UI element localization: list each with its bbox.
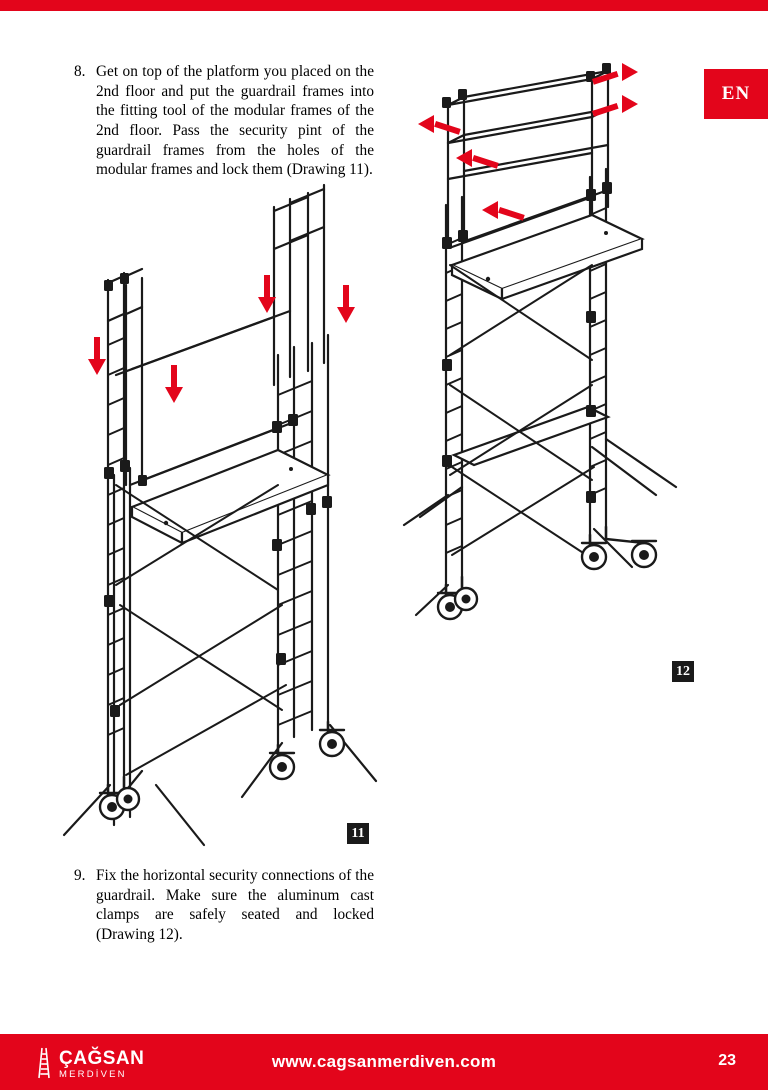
step-9-number: 9. xyxy=(74,867,86,884)
figure-12-drawing xyxy=(396,55,726,685)
page-number: 23 xyxy=(718,1052,736,1069)
scaffold-tower-12 xyxy=(404,63,676,619)
instruction-step-8 xyxy=(74,62,374,180)
scaffold-tower-11 xyxy=(64,185,376,845)
ladder-logo-icon xyxy=(36,1047,52,1079)
footer-website-link[interactable]: www.cagsanmerdiven.com xyxy=(271,1052,497,1071)
language-tab: EN xyxy=(704,69,768,119)
castor-wheels-11 xyxy=(100,722,344,819)
figure-11-arrows xyxy=(88,275,355,403)
castor-wheels-12 xyxy=(438,527,656,619)
figure-11-badge: 11 xyxy=(347,823,369,844)
arrow-12-4 xyxy=(456,149,499,169)
brand-logo xyxy=(36,1047,144,1079)
arrow-12-1 xyxy=(592,63,638,85)
top-red-bar xyxy=(0,0,768,11)
brand-subtitle: MERDİVEN xyxy=(59,1068,127,1080)
arrow-12-2 xyxy=(592,95,638,117)
arrow-12-5 xyxy=(482,201,525,221)
instruction-step-9 xyxy=(74,866,374,945)
step-8-text: Get on top of the platform you placed on the 2nd floor and put the guardrail frames into the fitting tool of the modular frames of the 2nd floor. Pass the security pint of the guardrail frames from the holes of the modular frames and lock them (Drawing 11). xyxy=(96,63,374,179)
platform-deck-11 xyxy=(132,450,328,543)
arrow-12-3 xyxy=(418,115,461,135)
arrow-down-3 xyxy=(165,365,183,403)
figure-12-badge: 12 xyxy=(672,661,694,682)
step-8-number: 8. xyxy=(74,63,86,80)
arrow-down-2 xyxy=(337,285,355,323)
arrow-down-4 xyxy=(88,337,106,375)
step-9-text: Fix the horizontal security connections of the guardrail. Make sure the aluminum cast clamps are safely seated and locked (Drawing 12). xyxy=(96,867,374,943)
figure-11-drawing xyxy=(46,185,406,845)
brand-name: ÇAĞSAN xyxy=(59,1047,145,1069)
